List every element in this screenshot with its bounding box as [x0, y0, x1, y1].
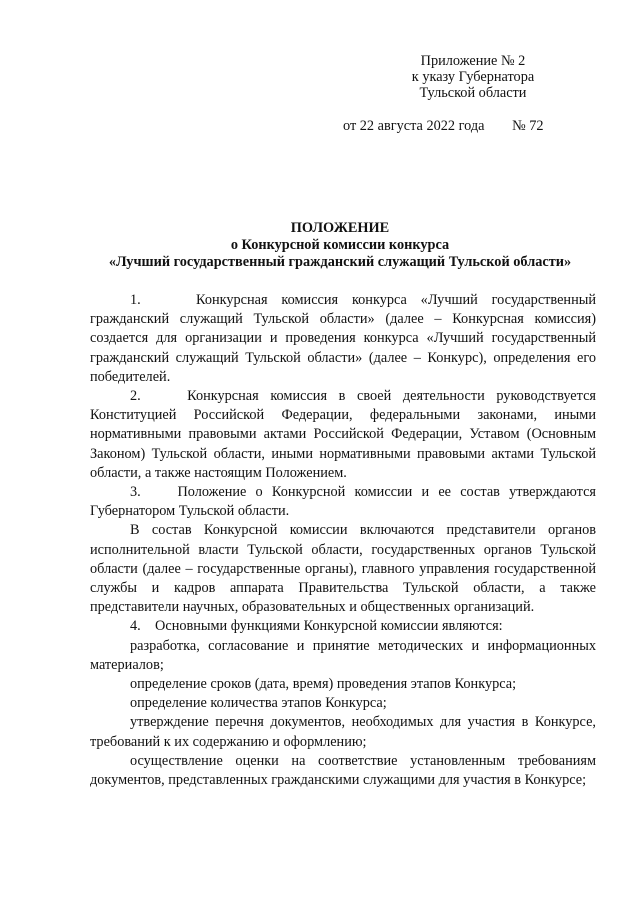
decree-date: от 22 августа 2022 года	[343, 118, 485, 134]
paragraph-9: утверждение перечня документов, необходимых для участия в Конкурсе, требований к их содержанию и оформлению;	[90, 714, 600, 750]
paragraph-7: определение сроков (дата, время) проведения этапов Конкурса;	[130, 676, 517, 693]
document-body	[90, 291, 600, 790]
paragraph-3: 3. Положение о Конкурсной комиссии и ее состав утверждаются Губернатором Тульской области.	[90, 484, 600, 520]
annex-line-3: Тульской области	[419, 85, 527, 101]
title-line-1: ПОЛОЖЕНИЕ	[290, 220, 390, 236]
paragraph-6: разработка, согласование и принятие методических и информационных материалов;	[90, 637, 600, 673]
document-title	[60, 220, 620, 271]
paragraph-2: 2. Конкурсная комиссия в своей деятельности руководствуется Конституцией Российской Федерации, федеральными законами, иными нормативными правовыми актами Российской Федерации, Уставом (Основным Законом) Тульской области, иными нормативными правовыми актами Тульской области, а также настоящим Положением.	[90, 388, 600, 481]
title-line-3: «Лучший государственный гражданский служащий Тульской области»	[108, 254, 572, 270]
annex-line-1: Приложение № 2	[420, 53, 526, 69]
annex-line-2: к указу Губернатора	[411, 69, 535, 85]
paragraph-8: определение количества этапов Конкурса;	[130, 695, 387, 712]
paragraph-4: В состав Конкурсной комиссии включаются представители органов исполнительной власти Тульской области, государственных органов Тульской области (далее – государственные органы), главного управления государственной службы и кадров аппарата Правительства Тульской области, а также представители научных, образовательных и общественных организаций.	[90, 522, 600, 616]
paragraph-5: 4. Основными функциями Конкурсной комиссии являются:	[130, 618, 503, 635]
decree-number: № 72	[512, 118, 544, 134]
title-line-2: о Конкурсной комиссии конкурса	[230, 237, 450, 253]
paragraph-10: осуществление оценки на соответствие установленным требованиям документов, представленных гражданскими служащими для участия в Конкурсе;	[90, 752, 600, 789]
annex-header	[383, 53, 563, 101]
paragraph-1: 1. Конкурсная комиссия конкурса «Лучший государственный гражданский служащий Тульской области» (далее – Конкурсная комиссия) создается для организации и проведения конкурса «Лучший государственный гражданский служащий Тульской области» (далее – Конкурс), определения его победителей.	[90, 292, 600, 385]
decree-date-line	[343, 118, 544, 135]
